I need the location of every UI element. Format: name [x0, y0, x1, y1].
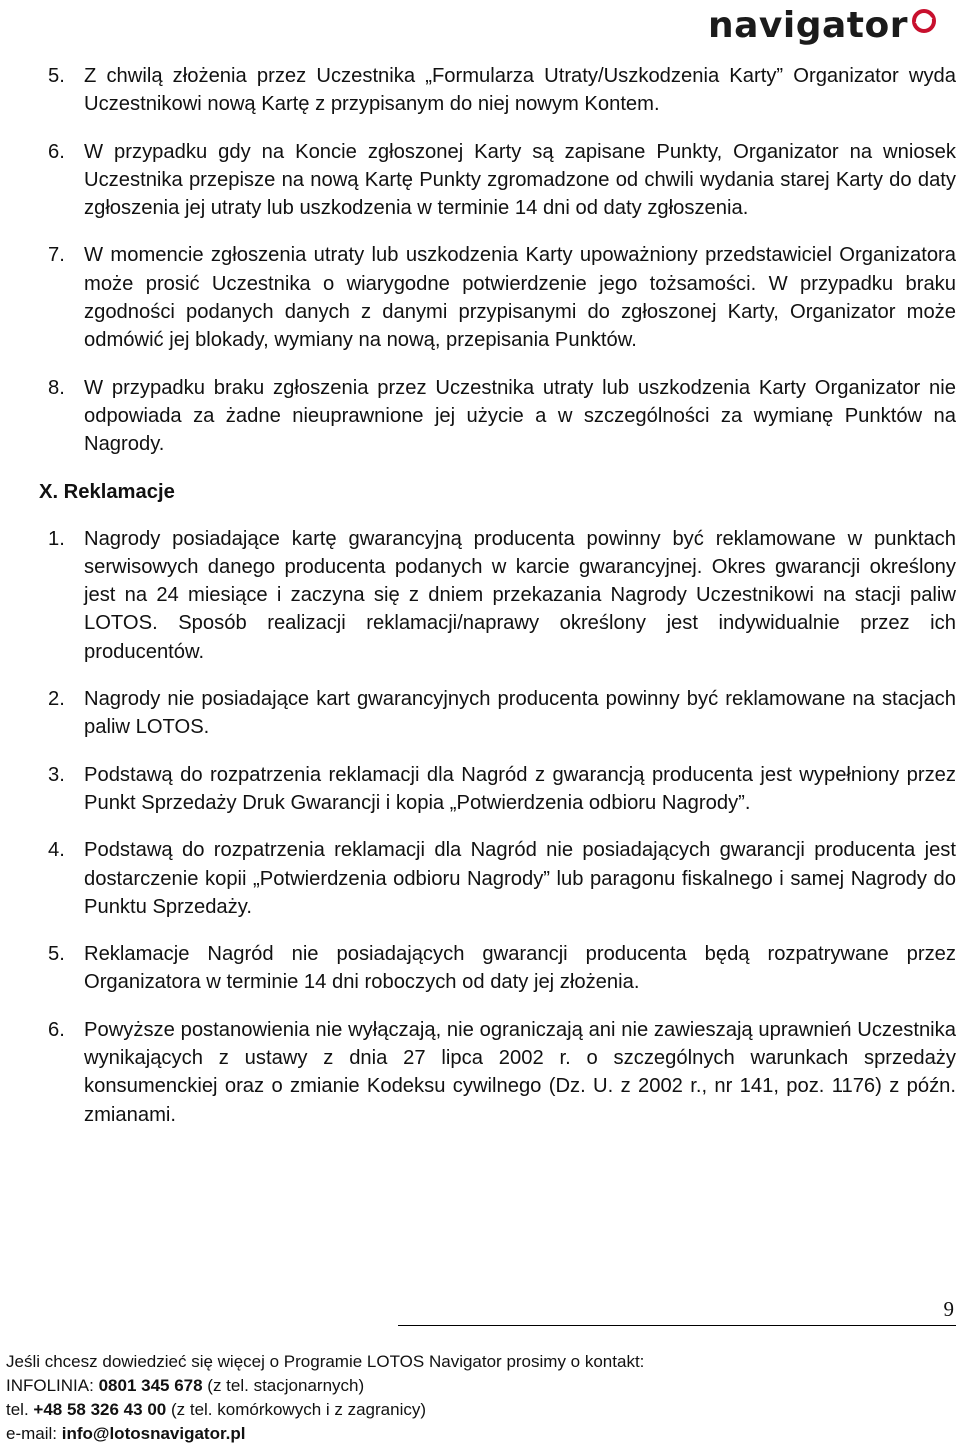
item-number: 3. — [48, 763, 65, 786]
item-text: Powyższe postanowienia nie wyłączają, nie ograniczają ani nie zawieszają uprawnień Uczestnika wynikających z ustawy z dnia 27 lipca 2002 r. o szczególnych warunkach sprzedaży konsumenckiej oraz o zmianie Kodeksu cywilnego (Dz. U. z 2002 r., nr 141, poz. 1176) z późn. zmianami. — [84, 1018, 956, 1126]
list-item — [48, 685, 956, 742]
page-number: 9 — [943, 1297, 954, 1321]
list-obligations — [48, 62, 956, 459]
list-item — [48, 241, 956, 354]
list-item — [48, 940, 956, 997]
item-text: Z chwilą złożenia przez Uczestnika „Formularza Utraty/Uszkodzenia Karty” Organizator wyda Uczestnikowi nową Kartę z przypisanym do niej nowym Kontem. — [84, 65, 956, 116]
item-text: Nagrody posiadające kartę gwarancyjną producenta powinny być reklamowane w punktach serwisowych danego producenta podanych w karcie gwarancyjnej. Okres gwarancji określony jest na 24 miesiące i zaczyna się z dniem przekazania Nagrody Uczestnikowi na stacji paliw LOTOS. Sposób realizacji reklamacji/naprawy określony jest indywidualnie przez ich producentów. — [84, 527, 956, 663]
item-text: Podstawą do rozpatrzenia reklamacji dla Nagród z gwarancją producenta jest wypełniony przez Punkt Sprzedaży Druk Gwarancji i kopia „Potwierdzenia odbioru Nagrody”. — [84, 763, 956, 814]
list-item — [48, 1016, 956, 1129]
email-label: e-mail: — [6, 1424, 62, 1443]
footer-hotline — [6, 1374, 644, 1398]
logo-text: navigator — [708, 5, 908, 46]
list-item — [48, 761, 956, 818]
item-number: 1. — [48, 527, 65, 550]
footer-divider — [398, 1325, 956, 1326]
hotline-number[interactable]: 0801 345 678 — [98, 1376, 203, 1395]
item-number: 6. — [48, 140, 65, 163]
section-heading: X. Reklamacje — [39, 480, 175, 503]
hotline-note: (z tel. stacjonarnych) — [202, 1376, 365, 1395]
item-text: W przypadku gdy na Koncie zgłoszonej Karty są zapisane Punkty, Organizator na wniosek Uczestnika przepisze na nową Kartę Punkty zgromadzone od chwili wydania starej Karty do daty zgłoszenia jej utraty lub uszkodzenia w terminie 14 dni od daty zgłoszenia. — [84, 140, 956, 220]
logo-swoosh-icon — [912, 9, 936, 33]
item-text: Nagrody nie posiadające kart gwarancyjnych producenta powinny być reklamowane na stacjach paliw LOTOS. — [84, 688, 956, 739]
item-number: 4. — [48, 839, 65, 862]
item-number: 2. — [48, 688, 65, 711]
item-number: 8. — [48, 376, 65, 399]
navigator-logo — [708, 6, 936, 46]
list-item — [48, 836, 956, 921]
item-text: W przypadku braku zgłoszenia przez Uczestnika utraty lub uszkodzenia Karty Organizator nie odpowiada za żadne nieuprawnione jej użycie a w szczególności za wymianę Punktów na Nagrody. — [84, 376, 956, 456]
email-link[interactable]: info@lotosnavigator.pl — [61, 1424, 246, 1443]
phone-number[interactable]: +48 58 326 43 00 — [33, 1400, 167, 1419]
list-item — [48, 525, 956, 666]
list-item — [48, 62, 956, 119]
item-text: Podstawą do rozpatrzenia reklamacji dla Nagród nie posiadających gwarancji producenta jest dostarczenie kopii „Potwierdzenia odbioru Nagrody” lub paragonu fiskalnego i samej Nagrody do Punktu Sprzedaży. — [84, 839, 956, 918]
page-footer — [6, 1350, 644, 1446]
footer-phone — [6, 1398, 644, 1422]
item-number: 6. — [48, 1018, 65, 1041]
item-number: 7. — [48, 244, 65, 267]
item-text: Reklamacje Nagród nie posiadających gwarancji producenta będą rozpatrywane przez Organizatora w terminie 14 dni roboczych od daty jej złożenia. — [84, 943, 956, 994]
hotline-label: INFOLINIA: — [6, 1376, 99, 1395]
item-number: 5. — [48, 943, 65, 966]
document-body — [39, 62, 956, 1148]
phone-note: (z tel. komórkowych i z zagranicy) — [166, 1400, 427, 1419]
item-number: 5. — [48, 65, 65, 87]
item-text: W momencie zgłoszenia utraty lub uszkodzenia Karty upoważniony przedstawiciel Organizatora może prosić Uczestnika o wiarygodne potwierdzenie jego tożsamości. W przypadku braku zgodności podanych danych z danymi przypisanymi do zgłoszonej Karty, Organizator może odmówić jej blokady, wymiany na nową, przepisania Punktów. — [84, 244, 956, 352]
footer-email — [6, 1422, 644, 1446]
list-complaints — [48, 525, 956, 1129]
list-item — [48, 138, 956, 223]
list-item — [48, 374, 956, 459]
phone-label: tel. — [6, 1400, 34, 1419]
footer-contact-intro: Jeśli chcesz dowiedzieć się więcej o Programie LOTOS Navigator prosimy o kontakt: — [6, 1352, 645, 1371]
